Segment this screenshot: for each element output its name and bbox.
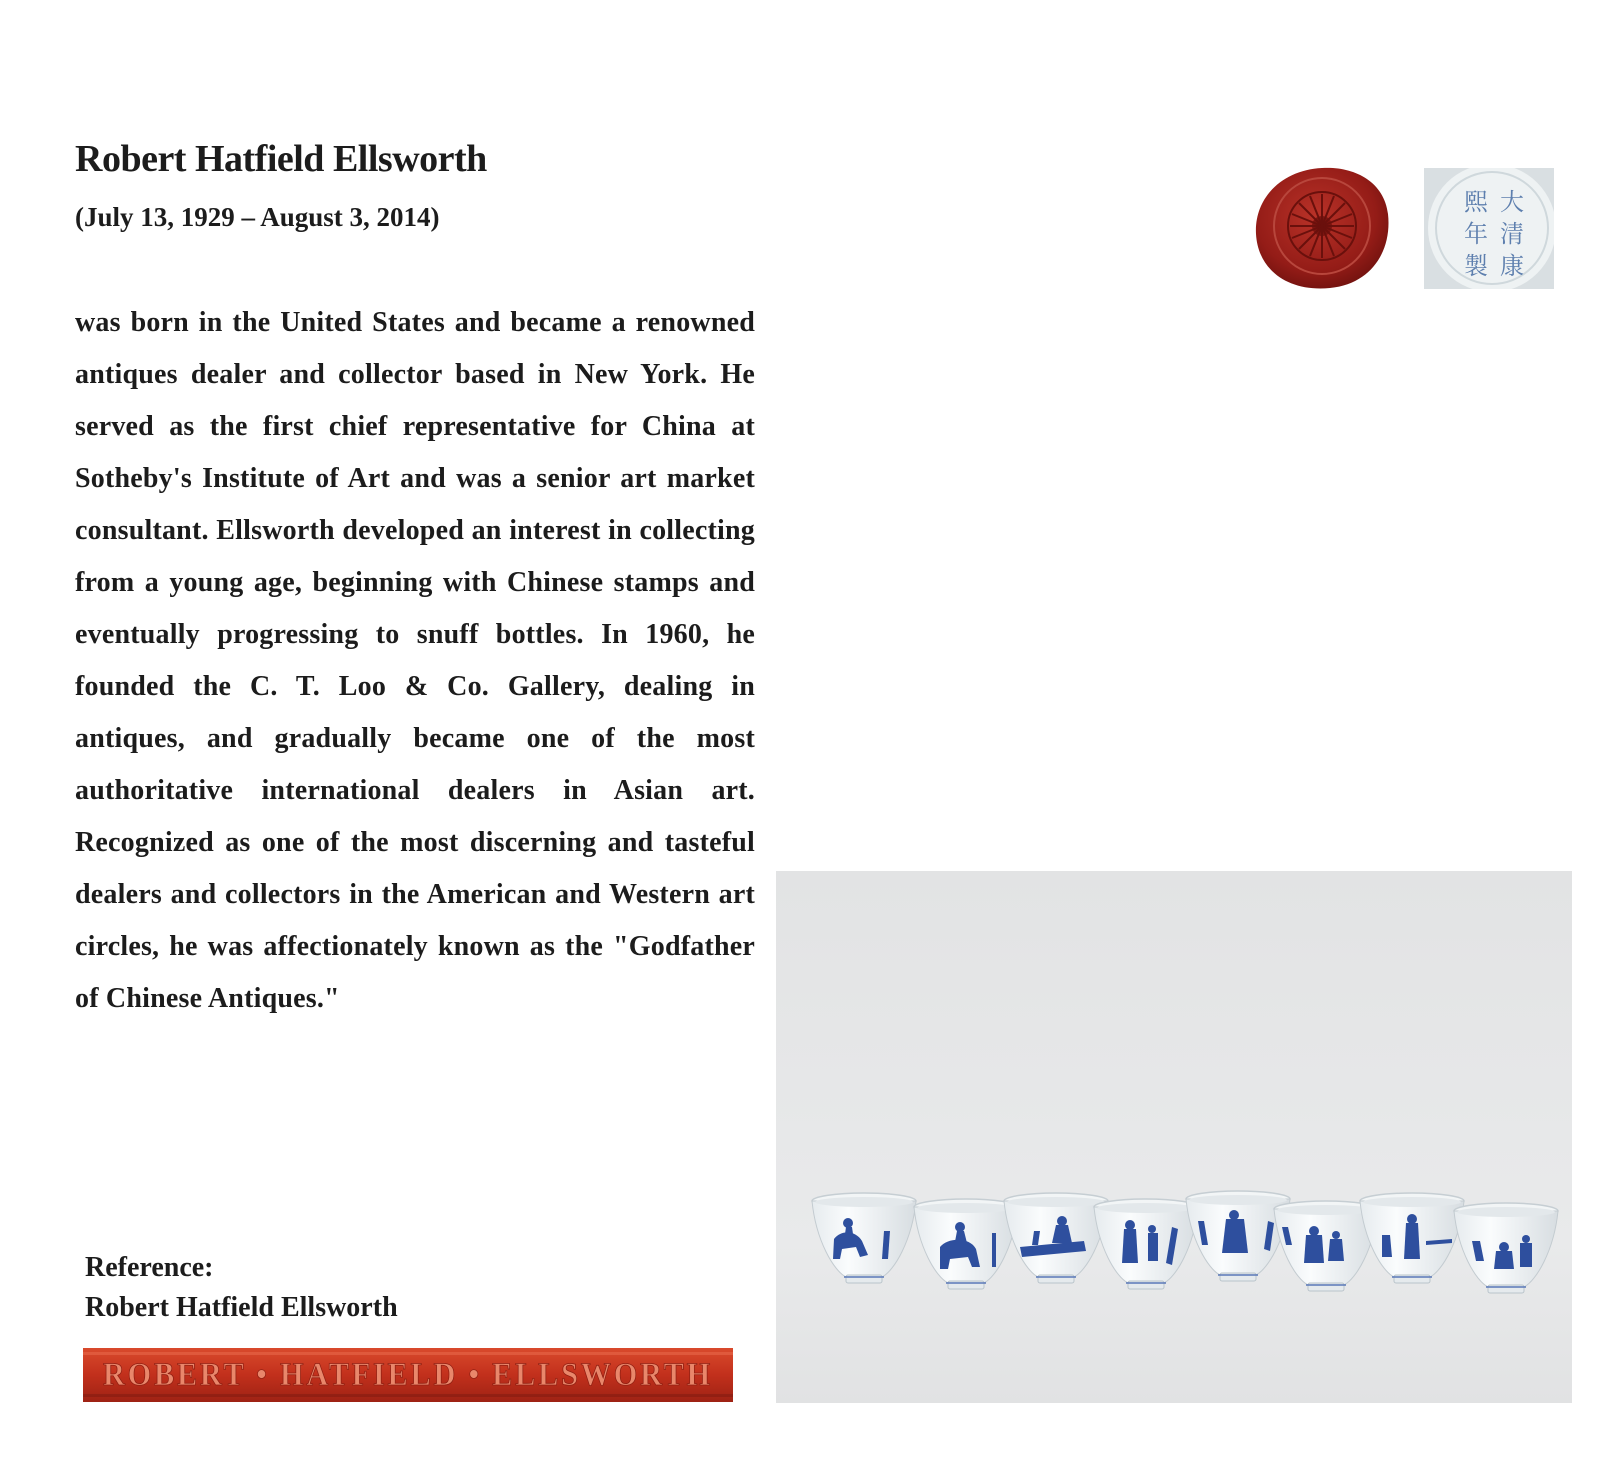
life-dates: (July 13, 1929 – August 3, 2014) bbox=[75, 202, 440, 232]
name-stamp-image bbox=[83, 1348, 733, 1402]
reign-char-6: 製 bbox=[1464, 252, 1488, 280]
reference-name: Robert Hatfield Ellsworth bbox=[85, 1292, 398, 1323]
reign-char-1: 大 bbox=[1500, 188, 1524, 216]
reference-block bbox=[85, 1248, 398, 1328]
reign-char-5: 年 bbox=[1464, 220, 1488, 248]
reign-char-4: 熙 bbox=[1464, 188, 1488, 216]
reign-mark-image bbox=[1424, 168, 1554, 289]
wax-seal-image bbox=[1252, 164, 1392, 292]
cups-photograph bbox=[776, 871, 1572, 1403]
reference-label: Reference: bbox=[85, 1252, 214, 1283]
page-title: Robert Hatfield Ellsworth bbox=[75, 138, 487, 180]
reign-char-3: 康 bbox=[1500, 252, 1524, 280]
biography-text: was born in the United States and became a renowned antiques dealer and collector based in New York. He served as the first chief representative for China at Sotheby's Institute of Art and was a senior art market consultant. Ellsworth developed an interest in collecting from a young age, beginning with Chinese stamps and eventually progressing to snuff bottles. In 1960, he founded the C. T. Loo & Co. Gallery, dealing in antiques, and gradually became one of the most authoritative international dealers in Asian art. Recognized as one of the most discerning and tasteful dealers and collectors in the American and Western art circles, he was affectionately known as the "Godfather of Chinese Antiques." bbox=[75, 307, 755, 1014]
porcelain-base-drawing bbox=[1424, 168, 1554, 289]
svg-text:ROBERT • HATFIELD • ELLSWORTH: ROBERT • HATFIELD • ELLSWORTH bbox=[103, 1357, 713, 1393]
reign-char-2: 清 bbox=[1500, 220, 1524, 248]
